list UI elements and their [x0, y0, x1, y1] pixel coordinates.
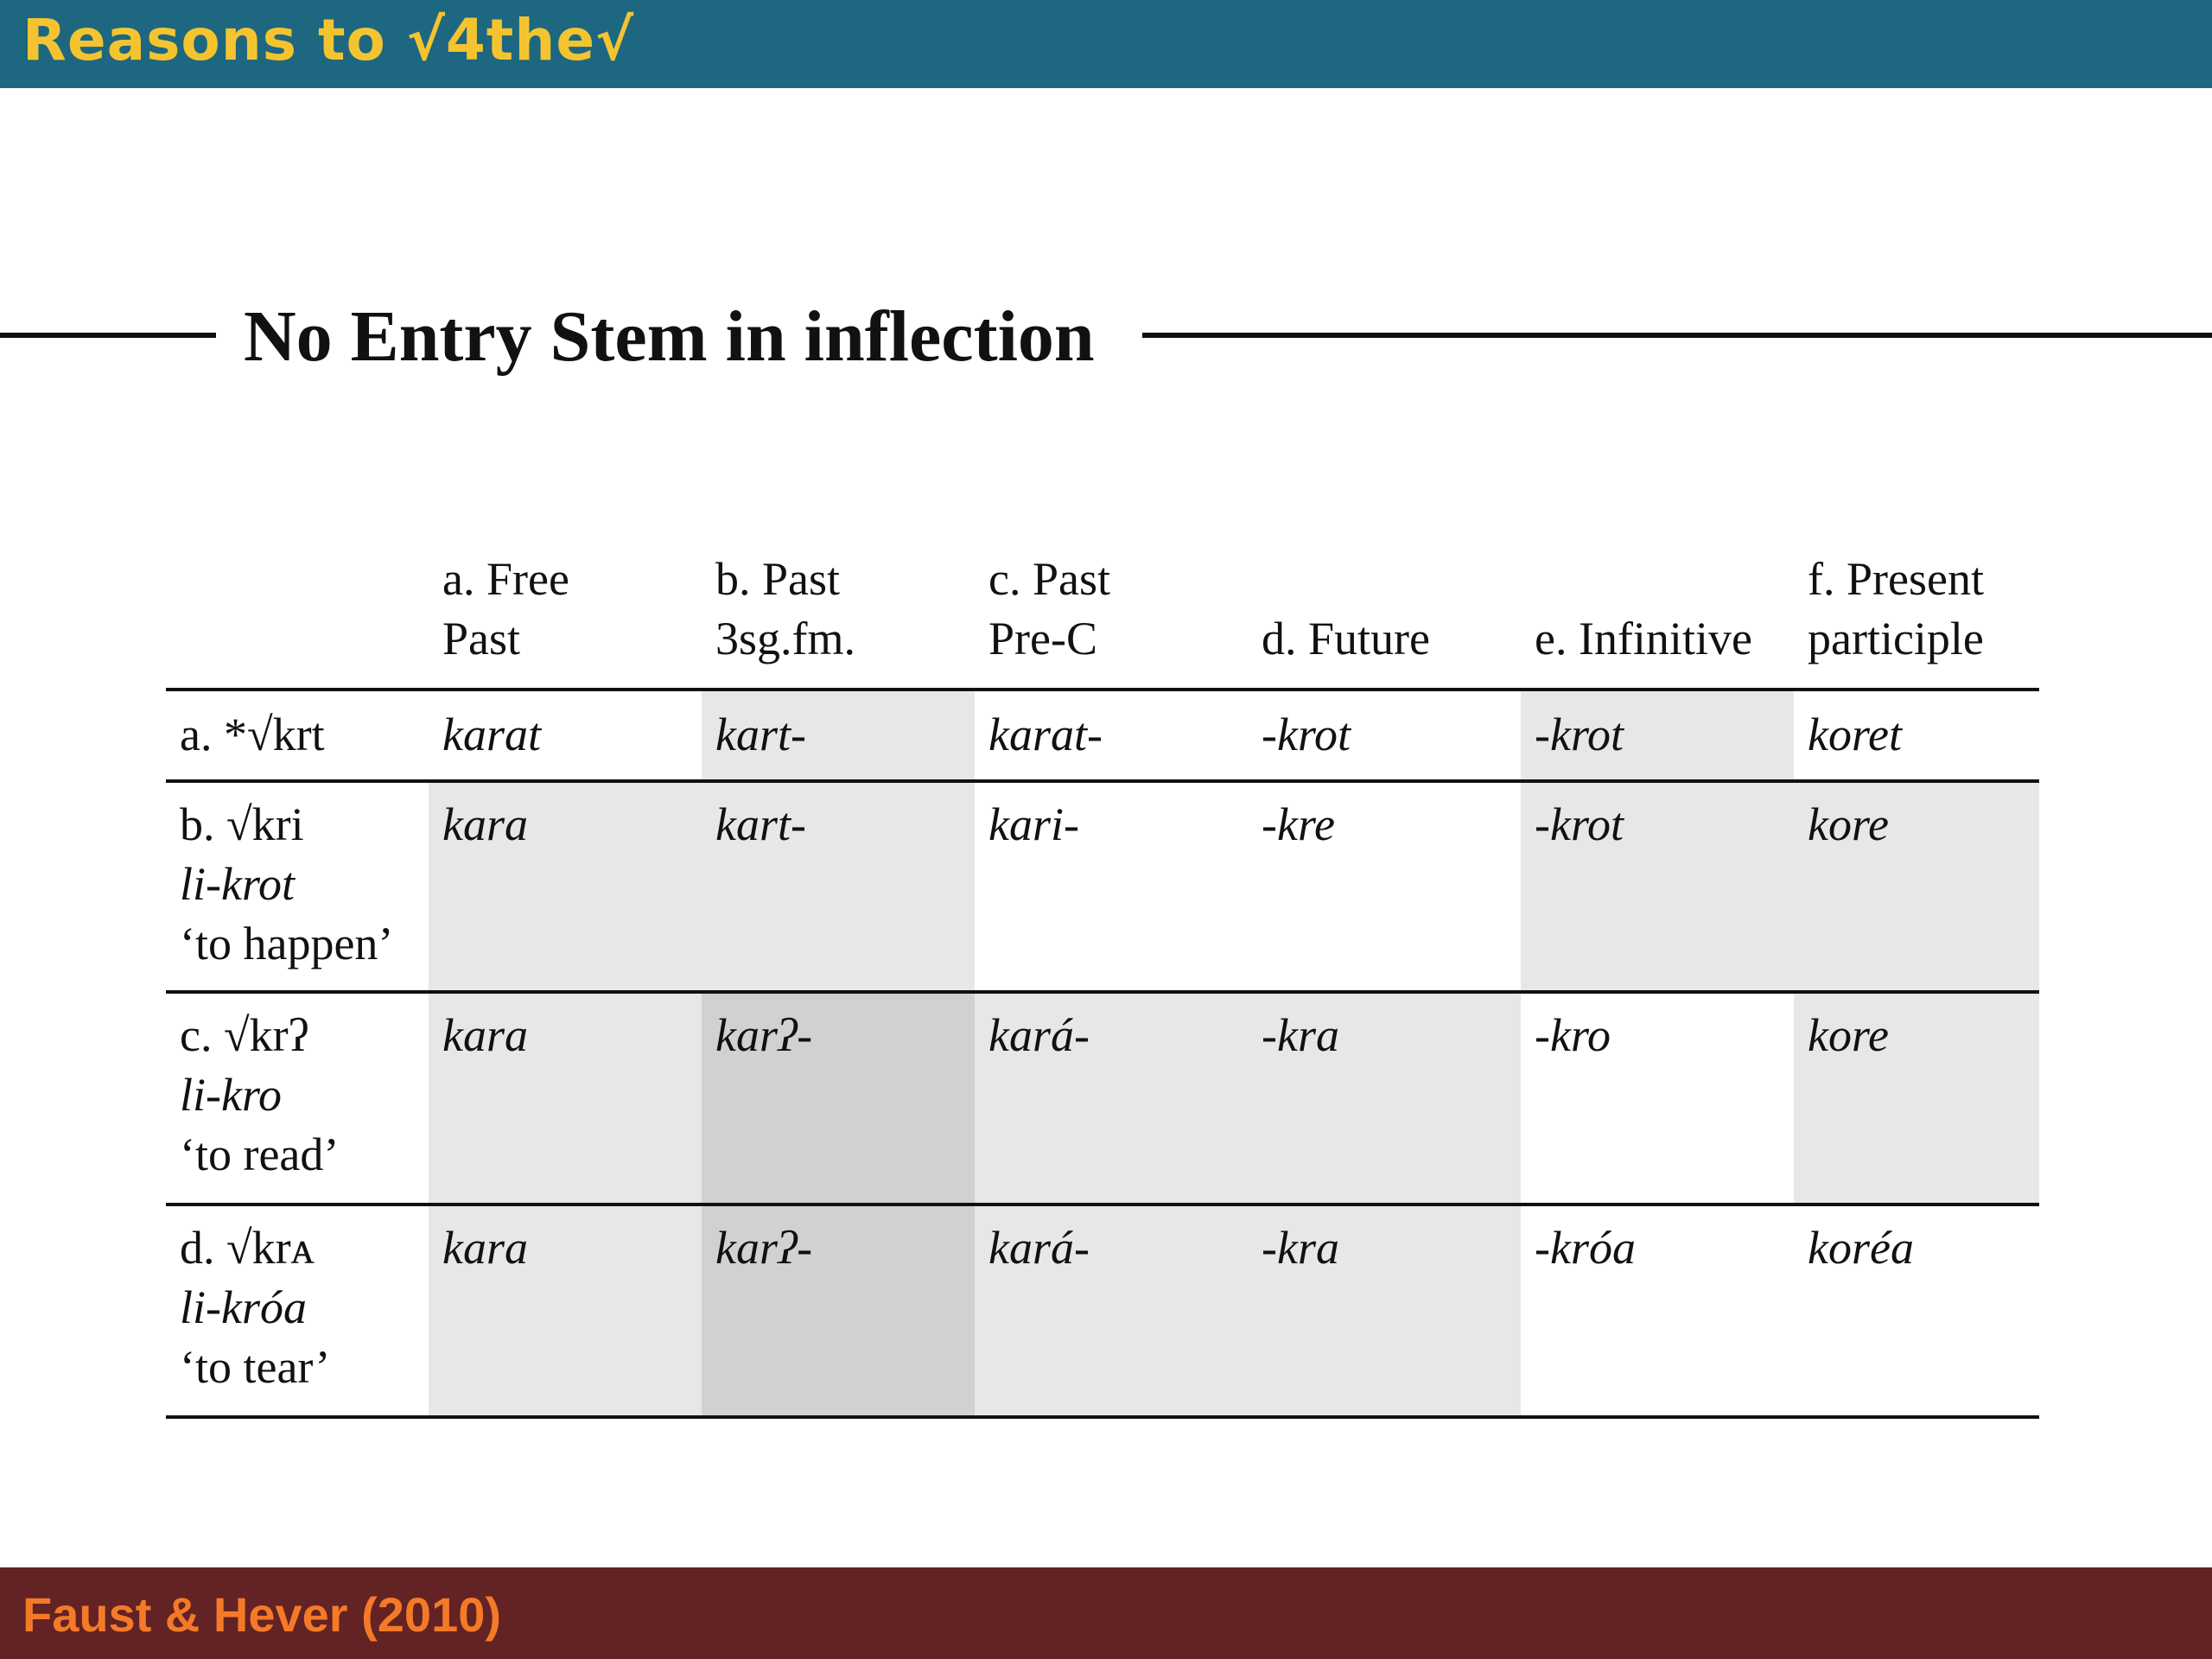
row-d-cell-b: karʔ- — [702, 1206, 975, 1415]
citation: Faust & Hever (2010) — [22, 1587, 502, 1642]
heading-rule-left — [0, 333, 216, 338]
header-col-b: b. Past 3sg.fm. — [715, 553, 855, 664]
row-a-label: a. *√krt — [180, 709, 325, 760]
row-a-cell-b: kart- — [702, 691, 975, 779]
row-b-cell-d: -kre — [1262, 798, 1335, 850]
header-col-a: a. Free Past — [442, 553, 569, 664]
section-heading — [0, 285, 2212, 389]
row-a-cell-e: -krot — [1521, 691, 1794, 779]
row-c-label: c. √krʔ li-kro ‘to read’ — [180, 1009, 340, 1180]
table-rule — [166, 1415, 2039, 1419]
row-b-cell-f: kore — [1794, 783, 2039, 990]
row-a-cell-d: -krot — [1262, 709, 1351, 760]
row-c-cell-d: -kra — [1248, 994, 1521, 1203]
row-c-cell-f: kore — [1794, 994, 2039, 1203]
slide-footer-bar — [0, 1567, 2212, 1659]
row-d-cell-c: kará- — [975, 1206, 1248, 1415]
header-col-d: d. Future — [1262, 613, 1430, 664]
header-col-c: c. Past Pre-C — [988, 553, 1110, 664]
row-b-label: b. √kri li-krot ‘to happen’ — [180, 798, 394, 969]
row-b-cell-b: kart- — [702, 783, 975, 990]
row-b-cell-c: kari- — [988, 798, 1079, 850]
row-c-cell-a: kara — [429, 994, 702, 1203]
row-d-label: d. √krᴀ li-króa ‘to tear’ — [180, 1222, 331, 1393]
slide-header-bar — [0, 0, 2212, 88]
header-col-e: e. Infinitive — [1535, 613, 1752, 664]
row-d-cell-a: kara — [429, 1206, 702, 1415]
row-d-cell-f: koréa — [1808, 1222, 1914, 1274]
inflection-table — [166, 544, 2039, 1419]
row-b-cell-e: -krot — [1521, 783, 1794, 990]
row-c-cell-e: -kro — [1535, 1009, 1611, 1061]
section-title: No Entry Stem in inflection — [244, 296, 1095, 377]
slide-title: Reasons to √4the√ — [22, 7, 635, 73]
heading-rule-right — [1142, 333, 2212, 338]
row-b-cell-a: kara — [429, 783, 702, 990]
row-d-cell-d: -kra — [1248, 1206, 1521, 1415]
row-d-cell-e: -króa — [1535, 1222, 1636, 1274]
row-a-cell-f: koret — [1808, 709, 1902, 760]
row-a-cell-c: karat- — [988, 709, 1103, 760]
row-a-cell-a: karat — [442, 709, 541, 760]
header-col-f: f. Present participle — [1808, 553, 1984, 664]
row-c-cell-c: kará- — [975, 994, 1248, 1203]
row-c-cell-b: karʔ- — [702, 994, 975, 1203]
